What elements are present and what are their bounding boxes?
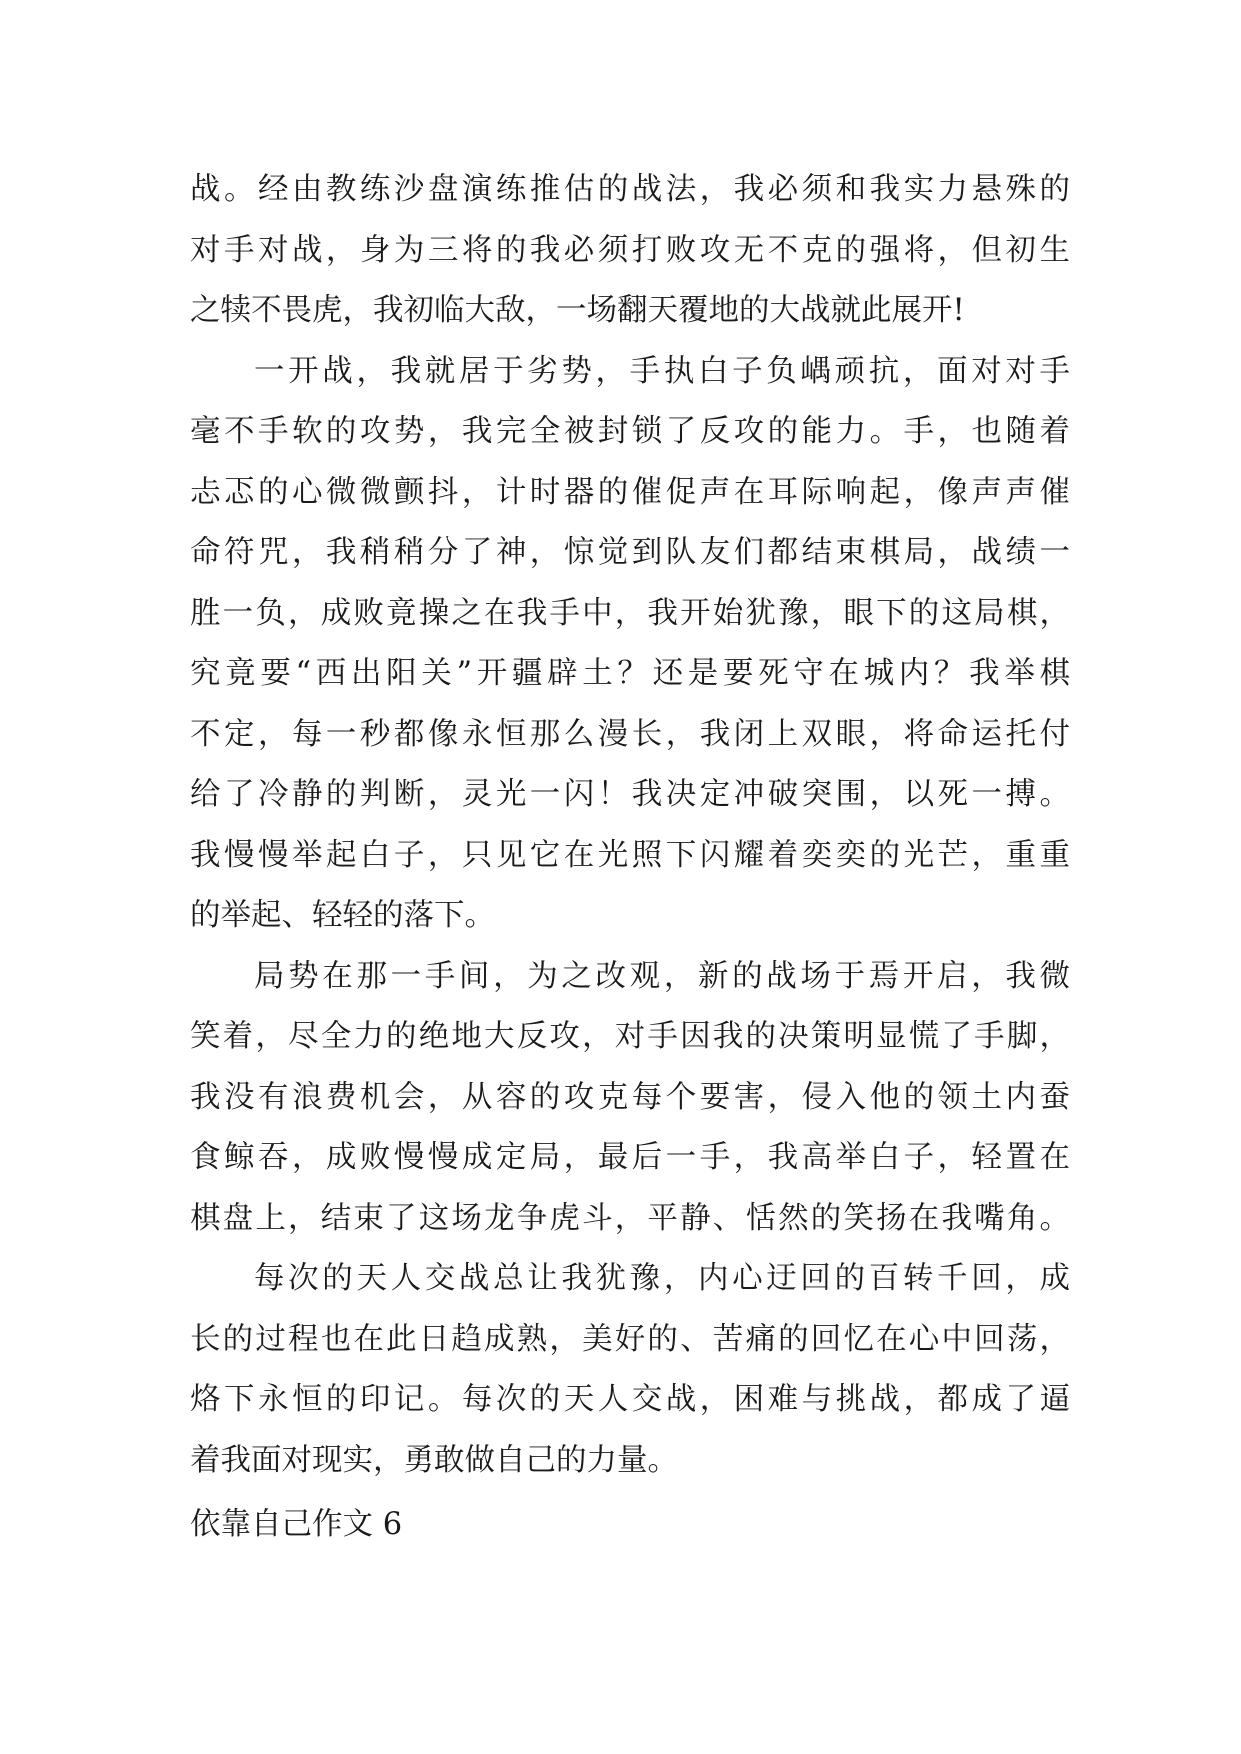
paragraph-first-line: 局势在那一手间，为之改观，新的战场于焉开启，我微	[254, 958, 1070, 994]
text-line: 的举起、轻轻的落下。	[190, 898, 495, 933]
text-line: 长的过程也在此日趋成熟，美好的、苦痛的回忆在心中回荡，	[190, 1321, 1070, 1357]
text-line: 胜一负，成败竟操之在我手中，我开始犹豫，眼下的这局棋，	[190, 595, 1070, 631]
text-line: 对手对战，身为三将的我必须打败攻无不克的强将，但初生	[190, 232, 1070, 268]
text-line: 笑着，尽全力的绝地大反攻，对手因我的决策明显慌了手脚，	[190, 1019, 1070, 1054]
section-heading: 依靠自己作文 6	[190, 1507, 403, 1542]
text-line: 毫不手软的攻势，我完全被封锁了反攻的能力。手，也随着	[190, 414, 1070, 449]
text-line: 烙下永恒的印记。每次的天人交战，困难与挑战，都成了逼	[190, 1382, 1070, 1417]
paragraph-first-line: 一开战，我就居于劣势，手执白子负嵎顽抗，面对对手	[254, 353, 1070, 389]
text-line: 战。经由教练沙盘演练推估的战法，我必须和我实力悬殊的	[190, 172, 1070, 207]
paragraph-first-line: 每次的天人交战总让我犹豫，内心迂回的百转千回，成	[254, 1261, 1070, 1296]
text-line: 命符咒，我稍稍分了神，惊觉到队友们都结束棋局，战绩一	[190, 535, 1070, 570]
text-line: 不定，每一秒都像永恒那么漫长，我闭上双眼，将命运托付	[190, 716, 1070, 752]
text-line: 之犊不畏虎，我初临大敌，一场翻天覆地的大战就此展开!	[190, 293, 965, 328]
text-line: 着我面对现实，勇敢做自己的力量。	[190, 1442, 678, 1478]
text-line: 究竟要“西出阳关”开疆辟土？还是要死守在城内？我举棋	[190, 656, 1070, 691]
text-line: 棋盘上，结束了这场龙争虎斗，平静、恬然的笑扬在我嘴角。	[190, 1200, 1070, 1236]
text-line: 食鲸吞，成败慢慢成定局，最后一手，我高举白子，轻置在	[190, 1140, 1070, 1175]
text-line: 我没有浪费机会，从容的攻克每个要害，侵入他的领土内蚕	[190, 1079, 1070, 1115]
text-line: 我慢慢举起白子，只见它在光照下闪耀着奕奕的光芒，重重	[190, 837, 1070, 873]
essay-body	[190, 160, 1070, 1491]
text-line: 给了冷静的判断，灵光一闪！我决定冲破突围，以死一搏。	[190, 777, 1070, 812]
text-line: 忐忑的心微微颤抖，计时器的催促声在耳际响起，像声声催	[190, 474, 1070, 510]
